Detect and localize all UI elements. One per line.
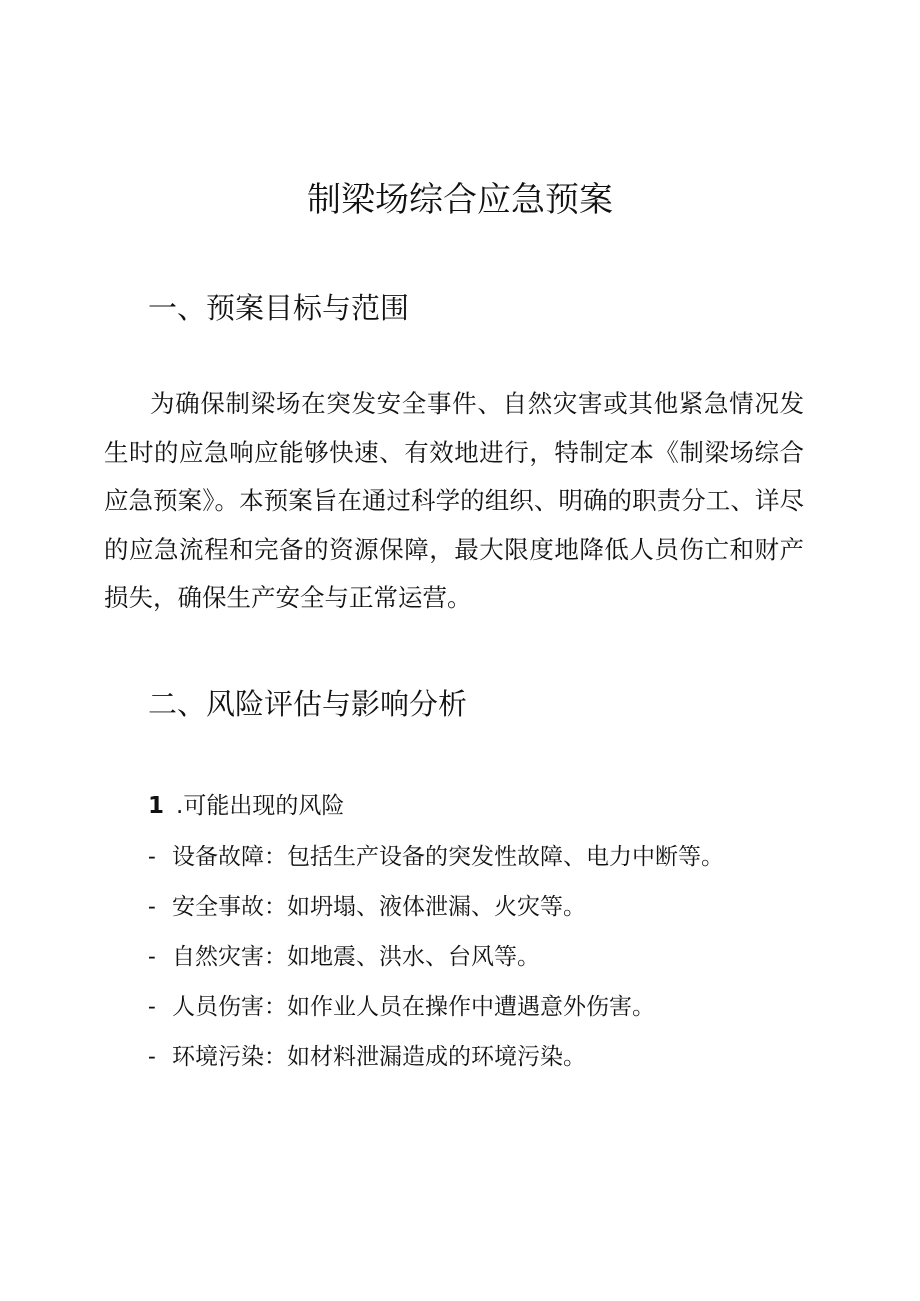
- list-item: [148, 836, 724, 886]
- list-bullet: -: [148, 894, 156, 920]
- list-item: [148, 986, 724, 1036]
- risk-list: [148, 836, 724, 1086]
- section-paragraph-goals-scope: 为确保制梁场在突发安全事件、自然灾害或其他紧急情况发生时的应急响应能够快速、有效地进行，特制定本《制梁场综合应急预案》。本预案旨在通过科学的组织、明确的职责分工、详尽的应急流程和完备的资源保障，最大限度地降低人员伤亡和财产损失，确保生产安全与正常运营。: [104, 389, 804, 612]
- list-bullet: -: [148, 944, 156, 970]
- list-bullet: -: [148, 844, 156, 870]
- subsection-heading-possible-risks: [148, 786, 344, 826]
- list-bullet: -: [148, 1044, 156, 1070]
- document-title: 制梁场综合应急预案: [307, 180, 613, 220]
- list-item: [148, 936, 724, 986]
- section-heading-goals-scope: 一、预案目标与范围: [148, 291, 410, 325]
- list-item-text: 环境污染：如材料泄漏造成的环境污染。: [172, 1044, 586, 1070]
- list-item: [148, 1036, 724, 1086]
- subsection-title: .可能出现的风险: [176, 793, 345, 819]
- list-item-text: 设备故障：包括生产设备的突发性故障、电力中断等。: [172, 844, 724, 870]
- list-item-text: 人员伤害：如作业人员在操作中遭遇意外伤害。: [172, 994, 655, 1020]
- list-bullet: -: [148, 994, 156, 1020]
- section-heading-risk-assessment: 二、风险评估与影响分析: [148, 687, 468, 721]
- list-item-text: 自然灾害：如地震、洪水、台风等。: [172, 944, 540, 970]
- list-item: [148, 886, 724, 936]
- subsection-number: 1: [148, 793, 165, 819]
- list-item-text: 安全事故：如坍塌、液体泄漏、火灾等。: [172, 894, 586, 920]
